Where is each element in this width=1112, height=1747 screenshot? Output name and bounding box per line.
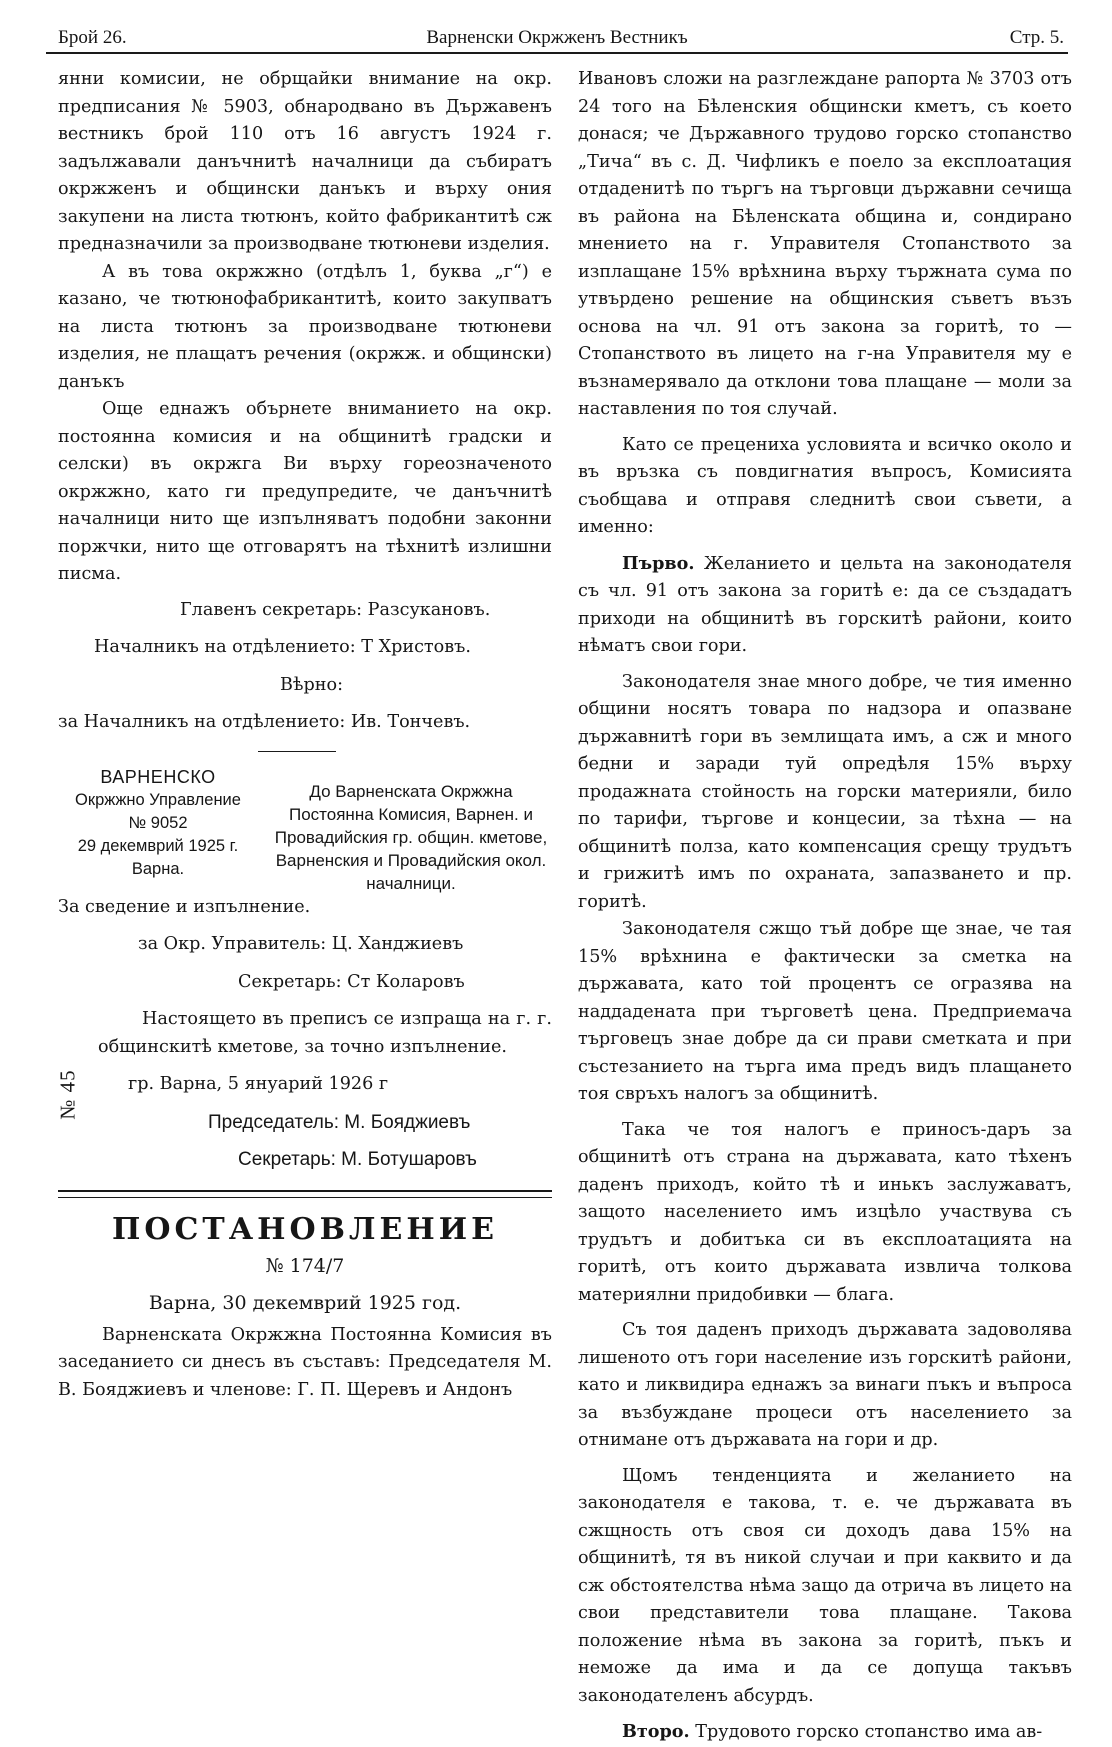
decree-title: ПОСТАНОВЛЕНИЕ — [112, 1211, 498, 1247]
address-block — [58, 766, 552, 894]
paragraph: А въ това окржжно (отдѣлъ 1, буква „г“) е казано, че тютюнофабрикантитѣ, които закупватъ на листа тютюнъ за производване тютюневи изделия, не плащатъ речения (окржж. и общински) данъкъ — [58, 261, 552, 392]
spacer — [578, 424, 1072, 432]
spacer — [58, 699, 552, 709]
spacer — [578, 1710, 1072, 1718]
sender-line: Варна. — [131, 859, 185, 878]
section-divider — [58, 1190, 552, 1198]
sender-block — [58, 766, 258, 881]
spacer — [58, 1061, 552, 1071]
paragraph: Законодателя сжщо тъй добре ще знае, че тая 15% врѣхнина е фактически за сметка на държавата, като той процентъ се огразява на наддадената при търговетѣ цена. Предприемача търговецъ знае добре да си прави сметката и при състезанието на търга има предъ видъ плащането тоя свръхъ налогъ за общинитѣ. — [578, 919, 1072, 1104]
paragraph: Законодателя знае много добре, че тия именно общини носятъ товара по надзора и опазване държавнитѣ гори въ землищата имъ, а сж и много бедни и заради туй опредѣля 15% върху продажната стойность на горски материяли, било по тарифи, търгове и концесии, за тѣхна — на общинитѣ полза, като компенсация срещу трудътъ и грижитѣ имъ по охраната, запазването и пр. горитѣ. — [578, 671, 1072, 912]
signature-line: за Началникъ на отдѣлението: Ив. Тончевъ. — [58, 712, 471, 732]
spacer — [58, 662, 552, 672]
decree-date: Варна, 30 декемврий 1925 год. — [148, 1291, 462, 1314]
paragraph: Като се прецениха условията и всичко около и въ връзка съ повдигнатия въпросъ, Комисията съобщава и отправя следнитѣ свои съвети, а именно: — [578, 434, 1072, 537]
page-number: Стр. 5. — [1009, 27, 1064, 48]
point-text: Трудовото горско стопанство има ав- — [695, 1722, 1043, 1742]
section-divider — [258, 751, 336, 752]
paragraph: Още еднажъ обърнете вниманието на окр. постоянна комисия и на общинитѣ градски и селски) въ окржга Ви върху гореозначеното окржжно, като ги предупредите, че данъчнитѣ началници нито ще изпълняватъ подобни законни поржчки, нито ще отговарятъ на тѣхнитѣ излишни писма. — [58, 399, 552, 584]
signature-line: за Окр. Управитель: Ц. Ханджиевъ — [138, 934, 464, 954]
sender-line: 29 декемврий 1925 г. — [77, 836, 239, 855]
paragraph: Съ тоя даденъ приходъ държавата задоволява лишеното отъ гори население изъ горскитѣ райони, като и ликвидира еднажъ за винаги пъкъ и въпроса за възбуждане процеси отъ населението за отнимане отъ държавата на гори и др. — [578, 1320, 1072, 1450]
certification-label: Вѣрно: — [280, 674, 344, 695]
spacer — [578, 661, 1072, 669]
paragraph: Така че тоя налогъ е приносъ-даръ за общинитѣ отъ страна на държавата, като тѣхенъ даденъ приходъ, който тѣ и инькъ заслужаватъ, защото населението имъ изцѣло участвува съ трудътъ и добитъка си въ експлоатацията на горитѣ, отъ които държавата извлича толкова материялни придобивки — блага. — [578, 1119, 1072, 1305]
paragraph-first — [578, 550, 1072, 661]
decree-number: № 174/7 — [265, 1254, 345, 1277]
spacer — [578, 542, 1072, 550]
place-date: гр. Варна, 5 януарий 1926 г — [128, 1074, 389, 1094]
right-column — [578, 66, 1072, 1747]
header-rule — [46, 52, 1068, 54]
sender-line: ВАРНЕНСКО — [100, 766, 216, 787]
point-label: Първо. — [622, 552, 695, 574]
signature-line: Главенъ секретарь: Разсукановъ. — [180, 599, 491, 620]
spacer — [58, 959, 552, 969]
point-text: Желанието и цельта на законодателя съ чл. 91 отъ закона за горитѣ е: да се създадатъ приходи на общинитѣ въ горскитѣ райони, които нѣматъ свои гори. — [578, 553, 1072, 656]
page-header — [46, 24, 1068, 50]
spacer — [58, 921, 552, 931]
paragraph-continued: янни комисии, не обрщайки внимание на окр. предписания № 5903, обнародвано въ Държавенъ вестникъ брой 110 отъ 16 августъ 1924 г. задължавали данъчнитѣ началници да събиратъ окржженъ и общински данъкъ и върху ония закупени на листа тютюнъ, който фабрикантитѣ сж предназначили за производване тютюневи изделия. — [58, 69, 552, 254]
signature-line: Председатель: М. Бояджиевъ — [208, 1111, 471, 1133]
spacer — [58, 624, 552, 634]
decree-intro: Варненската Окржжна Постоянна Комисия въ заседанието си днесъ въ съставъ: Председателя М. В. Бояджиевъ и членове: Г. П. Щеревъ и Андонъ — [58, 1324, 552, 1400]
paragraph-second — [578, 1718, 1072, 1747]
info-line: За сведение и изпълнение. — [58, 896, 311, 917]
spacer — [58, 1136, 552, 1146]
stamp-number: № 45 — [55, 1069, 80, 1120]
point-label: Второ. — [622, 1721, 690, 1742]
signature-line: Секретарь: Ст Коларовъ — [238, 971, 465, 992]
issue-number: Брой 26. — [58, 27, 127, 48]
newspaper-title: Варненски Окржженъ Вестникъ — [426, 27, 688, 48]
spacer — [578, 1455, 1072, 1463]
signature-line: Началникъ на отдѣлението: Т Христовъ. — [94, 637, 471, 657]
left-column — [55, 66, 552, 1404]
signature-line: Секретарь: М. Ботушаровъ — [238, 1149, 477, 1170]
spacer — [58, 589, 552, 597]
paragraph: Щомъ тенденцията и желанието на законодателя е такова, т. е. че държавата въ сжщность отъ своя си доходъ дава 15% на общинитѣ, тя въ никой случаи и при каквито и да сж обстоятелства нѣма защо да отрича въ лицето на свои представители това плащане. Такова положение нѣма въ закона за горитѣ, пъкъ и неможе да има и да се допуща такъвъ законодателенъ абсурдъ. — [578, 1465, 1072, 1706]
spacer — [578, 1109, 1072, 1117]
paragraph-continued: Ивановъ сложи на разглеждане рапорта № 3703 отъ 24 того на Бѣленския общински кметъ, съ което донася; че Държавного трудово горско стопанство „Тича“ въ с. Д. Чифликъ е поело за експлоатация отдаденитѣ по търгъ на търговци държавни сечища въ района на Бѣленската община и, сондирано мнението на г. Управителя Стопанството за изплащане 15% врѣхнина върху тържната сума по утвърдено решение на общинския съветъ възъ основа на чл. 91 отъ закона за горитѣ, то — Стопанството въ лицето на г-на Управителя му е възнамерявало да отклони това плащане — моли за наставления по тоя случай. — [578, 69, 1072, 419]
sender-line: № 9052 — [128, 813, 188, 832]
recipient-block: До Варненската Окржжна Постоянна Комисия, Варнен. и Провадийския гр. общин. кметове, Варненския и Провадийския окол. началници. — [274, 781, 548, 893]
forward-note: Настоящето въ преписъ се изпраща на г. г. общинскитѣ кметове, за точно изпълнение. — [98, 1009, 552, 1057]
spacer — [58, 996, 552, 1006]
sender-line: Окржжно Управление — [75, 790, 241, 809]
spacer — [578, 1309, 1072, 1317]
spacer — [58, 1099, 552, 1109]
